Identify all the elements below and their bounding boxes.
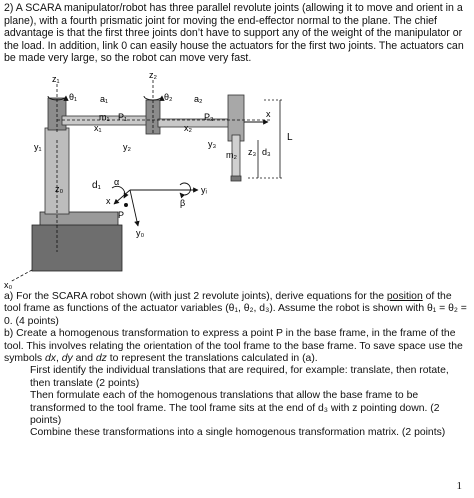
question-b-step3: Combine these transformations into a single homogenous transformation matrix. (2 points): [30, 427, 446, 439]
intro-paragraph: 2) A SCARA manipulator/robot has three parallel revolute joints (allowing it to move and orient in a plane), with a fourth prismatic joint for moving the end-effector normal to the plane. The chief advantage is that the first three joints don’t have to support any of the weight of the manipulator or the load. In addition, link 0 can easily house the actuators for the first two joints. The actuators can be made very large, so the robot can move very fast.: [4, 2, 464, 65]
label-x2: x₂: [184, 123, 192, 133]
label-m2: m₂: [226, 150, 237, 160]
label-alpha: α: [114, 177, 120, 187]
base-block: [32, 225, 122, 271]
x0-line: [10, 270, 32, 282]
label-m1: m₁: [99, 112, 110, 122]
label-P: P: [118, 210, 125, 220]
x-mid-arrow: [114, 190, 130, 204]
question-b-step1: First identify the individual translations that are required, for example: translate, then rotate, then translate (2 points): [30, 365, 449, 389]
questions: [4, 291, 470, 440]
point-P: [124, 203, 128, 207]
label-L: L: [287, 132, 293, 143]
label-z3: z₃: [248, 147, 257, 157]
label-beta: β: [180, 198, 186, 208]
label-x-mid: x: [106, 196, 111, 206]
label-z0: z₀: [55, 184, 64, 194]
y0-arrow: [130, 190, 138, 226]
label-y3: y₃: [208, 139, 217, 149]
label-theta2: θ₂: [164, 92, 173, 102]
beta-arc: [180, 183, 190, 195]
label-d3: d₃: [262, 147, 271, 157]
label-a2: a₂: [194, 94, 203, 104]
question-b-step2: Then formulate each of the homogenous translations that allow the base frame to be transformed to the tool frame. The tool frame sits at the end of d₃ with z pointing down. (2 points): [30, 390, 440, 427]
label-d1: d₁: [92, 180, 101, 191]
label-y2: y₂: [123, 142, 131, 152]
question-a: a) For the SCARA robot shown (with just 2 revolute joints), derive equations for the position of the tool frame as functions of the actuator variables (θ₁, θ₂, d₃). Assume the robot is shown with θ₁ = θ₂ = 0. (4 points): [4, 291, 467, 327]
tool-carriage: [228, 95, 244, 141]
label-x0: x₀: [4, 280, 13, 290]
label-z2: z₂: [149, 70, 157, 80]
tool-end: [231, 176, 241, 181]
label-theta1: θ₁: [69, 92, 78, 102]
label-y0: y₀: [136, 228, 145, 238]
label-y1: y₁: [34, 142, 42, 152]
label-p2: P₂: [204, 112, 214, 122]
question-b: b) Create a homogenous transformation to express a point P in the base frame, in the frame of the tool. This involves relating the orientation of the tool frame to the base frame. To save space use the symbols dx, dy and dz to represent the translations calculated in (a).: [4, 328, 463, 365]
label-x1: x₁: [94, 123, 102, 133]
label-x-right: x: [266, 109, 271, 119]
label-yi: yᵢ: [201, 185, 207, 195]
label-a1: a₁: [100, 94, 109, 104]
page-number: 1: [456, 480, 462, 492]
label-z1: z₁: [52, 74, 60, 84]
label-p1: P₁: [118, 112, 128, 122]
